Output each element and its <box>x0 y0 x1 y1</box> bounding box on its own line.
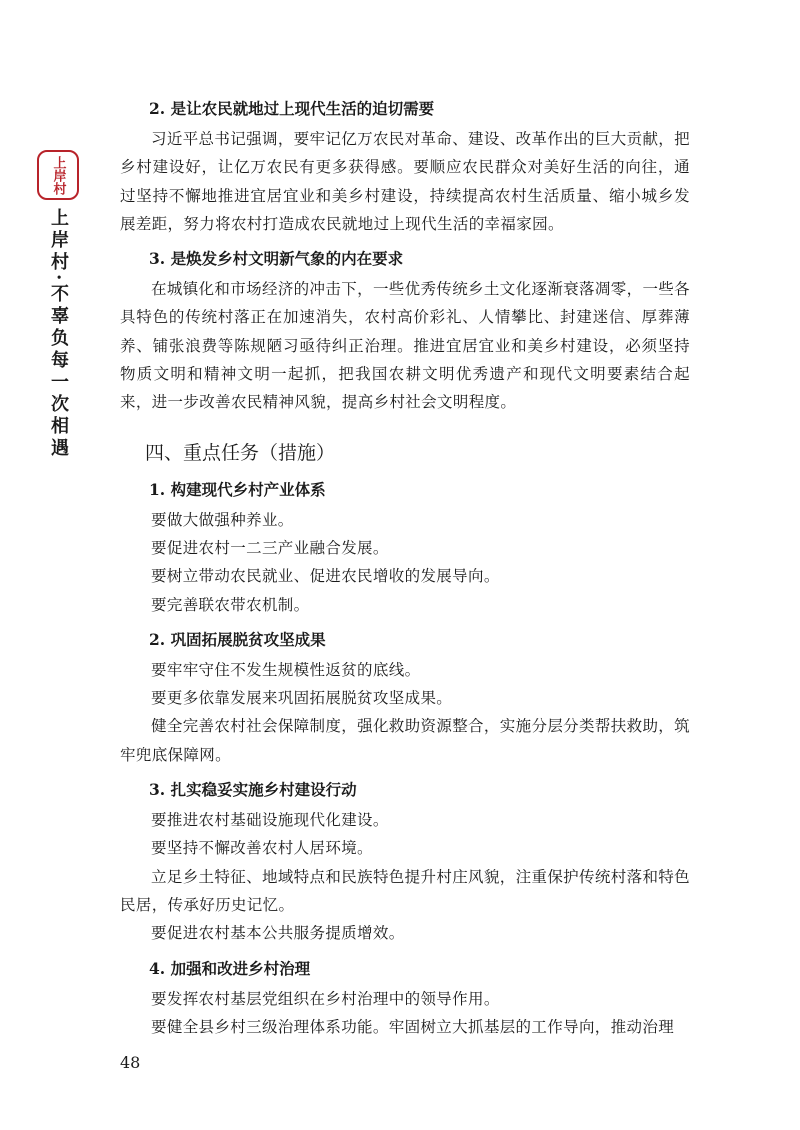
paragraph: 在城镇化和市场经济的冲击下，一些优秀传统乡土文化逐渐衰落凋零，一些各具特色的传统村落正在加速消失，农村高价彩礼、人情攀比、封建迷信、厚葬薄养、铺张浪费等陈规陋习亟待纠正治理。推进宜居宜业和美乡村建设，必须坚持物质文明和精神文明一起抓，把我国农耕文明优秀遗产和现代文明要素结合起来，进一步改善农民精神风貌，提高乡村社会文明程度。 <box>120 280 690 412</box>
book-title-vertical: 上岸村·不辜负每一次相遇 <box>48 208 69 461</box>
paragraph: 要发挥农村基层党组织在乡村治理中的领导作用。 <box>151 989 500 1008</box>
paragraph: 要坚持不懈改善农村人居环境。 <box>151 839 373 858</box>
paragraph: 健全完善农村社会保障制度，强化救助资源整合，实施分层分类帮扶救助，筑牢兜底保障网。 <box>120 717 690 764</box>
section-heading: 3. 是焕发乡村文明新气象的内在要求 <box>149 249 404 269</box>
paragraph: 要牢牢守住不发生规模性返贫的底线。 <box>151 660 421 679</box>
task-heading: 3. 扎实稳妥实施乡村建设行动 <box>149 780 357 800</box>
task-heading: 2. 巩固拓展脱贫攻坚成果 <box>149 629 326 649</box>
paragraph: 立足乡土特征、地域特点和民族特色提升村庄风貌，注重保护传统村落和特色民居，传承好历史记忆。 <box>120 867 690 914</box>
paragraph: 要促进农村一二三产业融合发展。 <box>151 538 389 557</box>
seal-text: 上岸村 <box>50 155 66 195</box>
task-heading: 1. 构建现代乡村产业体系 <box>149 479 326 499</box>
paragraph: 要推进农村基础设施现代化建设。 <box>151 811 389 830</box>
paragraph: 习近平总书记强调，要牢记亿万农民对革命、建设、改革作出的巨大贡献，把乡村建设好，让亿万农民有更多获得感。要顺应农民群众对美好生活的向往，通过坚持不懈地推进宜居宜业和美乡村建设，持续提高农村生活质量、缩小城乡发展差距，努力将农村打造成农民就地过上现代生活的幸福家园。 <box>120 130 690 233</box>
page-content <box>120 92 690 1041</box>
part-heading: 四、重点任务（措施） <box>145 441 336 464</box>
paragraph: 要健全县乡村三级治理体系功能。牢固树立大抓基层的工作导向，推动治理 <box>151 1017 675 1036</box>
village-seal <box>37 150 79 200</box>
paragraph: 要做大做强种养业。 <box>151 510 294 529</box>
paragraph: 要树立带动农民就业、促进农民增收的发展导向。 <box>151 567 500 586</box>
task-heading: 4. 加强和改进乡村治理 <box>149 958 311 978</box>
paragraph: 要更多依靠发展来巩固拓展脱贫攻坚成果。 <box>151 689 453 708</box>
paragraph: 要完善联农带农机制。 <box>151 595 310 614</box>
section-heading: 2. 是让农民就地过上现代生活的迫切需要 <box>149 99 435 118</box>
paragraph: 要促进农村基本公共服务提质增效。 <box>151 924 405 943</box>
page-number: 48 <box>120 1053 141 1072</box>
